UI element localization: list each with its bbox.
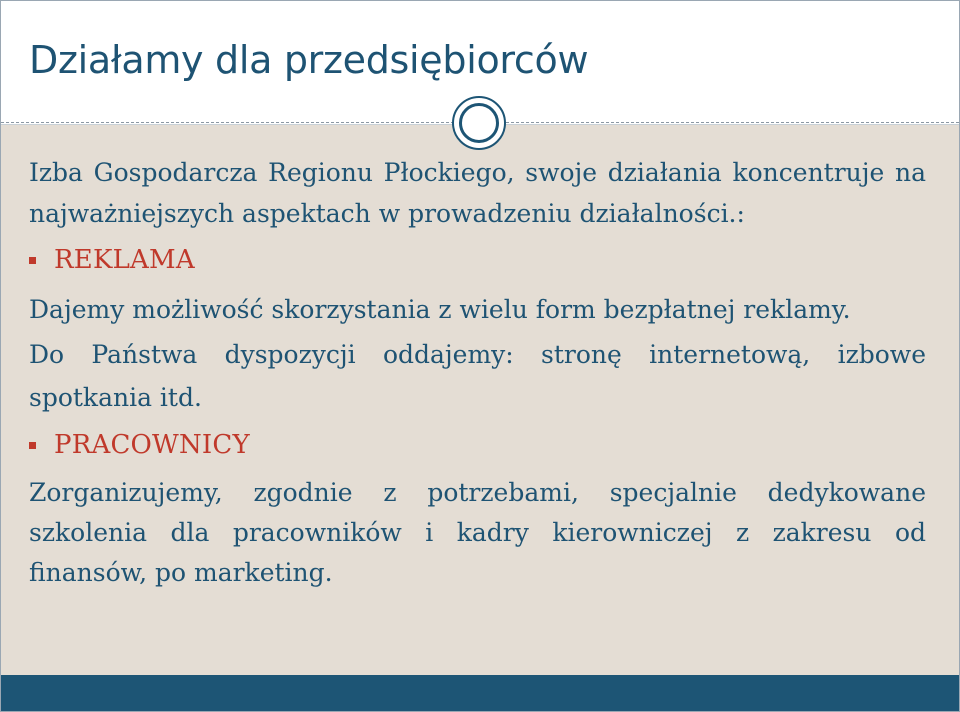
double-ring-circle-icon xyxy=(452,96,506,150)
bullet-reklama xyxy=(29,234,926,286)
bullet-heading: REKLAMA xyxy=(54,244,195,275)
square-bullet-icon xyxy=(29,442,36,449)
bullet-pracownicy xyxy=(29,419,926,471)
reklama-paragraph-1: Dajemy możliwość skorzystania z wielu form bezpłatnej reklamy. xyxy=(29,295,851,324)
pracownicy-paragraph: Zorganizujemy, zgodnie z potrzebami, specjalnie dedykowane szkolenia dla pracowników i kadry kierowniczej z zakresu od finansów, po marketing. xyxy=(29,478,926,587)
bullet-heading: PRACOWNICY xyxy=(54,429,250,460)
intro-paragraph: Izba Gospodarcza Regionu Płockiego, swoje działania koncentruje na najważniejszych aspektach w prowadzeniu działalności.: xyxy=(29,158,926,228)
square-bullet-icon xyxy=(29,257,36,264)
slide-body xyxy=(29,152,926,593)
reklama-paragraph-2: Do Państwa dyspozycji oddajemy: stronę internetową, izbowe spotkania itd. xyxy=(29,340,926,412)
inner-ring xyxy=(459,103,499,143)
slide-title: Działamy dla przedsiębiorców xyxy=(29,38,589,82)
footer-bar xyxy=(1,675,959,711)
